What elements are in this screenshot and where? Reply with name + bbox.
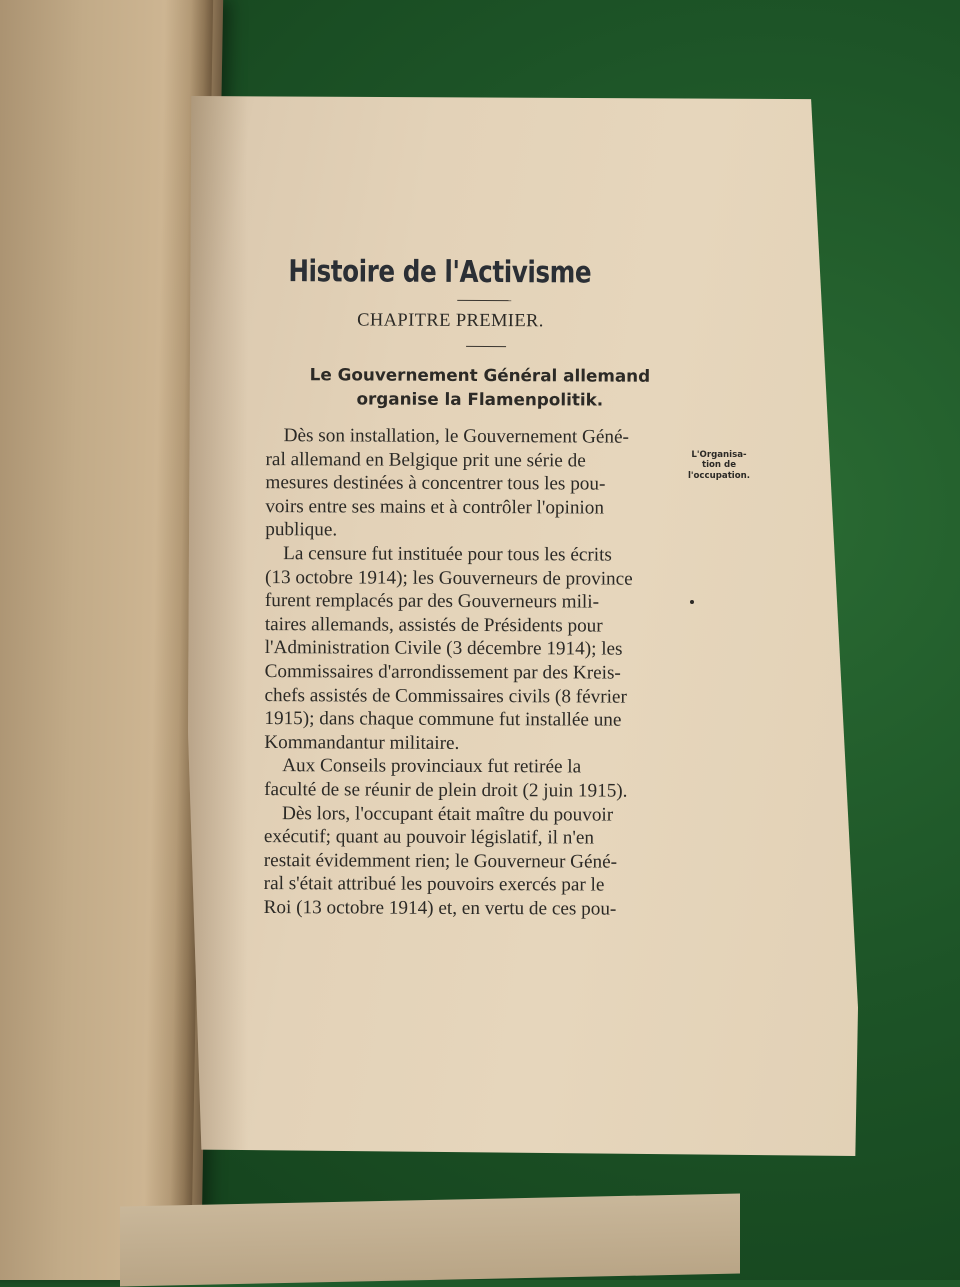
- text-line: La censure fut instituée pour tous les écrits: [283, 543, 612, 566]
- text-line: chefs assistés de Commissaires civils (8 février: [264, 684, 627, 708]
- text-line: 1915); dans chaque commune fut installée une: [264, 708, 622, 731]
- body-text: [264, 424, 684, 921]
- text-line: Aux Conseils provinciaux fut retirée la: [282, 755, 582, 778]
- margin-note: [678, 450, 760, 481]
- section-heading: [290, 362, 670, 412]
- text-line: restait évidemment rien; le Gouverneur Géné-: [263, 849, 618, 873]
- ink-dot: [690, 600, 694, 604]
- text-line: furent remplacés par des Gouverneurs mili-: [264, 590, 600, 613]
- title-divider: [457, 300, 511, 301]
- text-line: Kommandantur militaire.: [264, 731, 460, 754]
- text-line: taires allemands, assistés de Présidents pour: [264, 613, 603, 637]
- chapter-label: CHAPITRE PREMIER.: [357, 310, 544, 332]
- margin-note-line-1: L'Organisa-: [691, 450, 747, 460]
- text-line: ral s'était attribué les pouvoirs exercés par le: [263, 873, 605, 896]
- margin-note-line-2: tion de: [701, 460, 737, 471]
- text-line: l'Administration Civile (3 décembre 1914); les: [264, 637, 623, 660]
- page-content: [264, 254, 697, 921]
- section-heading-line-2: organise la Flamenpolitik.: [356, 388, 604, 410]
- text-line: voirs entre ses mains et à contrôler l'opinion: [265, 495, 605, 519]
- text-line: ral allemand en Belgique prit une série de: [265, 448, 586, 472]
- page-title: Histoire de l'Activisme: [288, 254, 592, 291]
- text-line: Roi (13 octobre 1914) et, en vertu de ces pou-: [263, 896, 617, 920]
- text-line: Commissaires d'arrondissement par des Kreis-: [264, 660, 621, 684]
- text-line: Dès lors, l'occupant était maître du pouvoir: [281, 802, 614, 826]
- text-line: publique.: [265, 519, 338, 541]
- text-line: mesures destinées à concentrer tous les pou-: [265, 472, 606, 495]
- text-line: Dès son installation, le Gouvernement Géné-: [283, 425, 630, 448]
- text-line: (13 octobre 1914); les Gouverneurs de province: [264, 566, 633, 590]
- section-heading-line-1: Le Gouvernement Général allemand: [309, 364, 651, 386]
- text-line: faculté de se réunir de plein droit (2 juin 1915).: [264, 778, 628, 802]
- text-line: exécutif; quant au pouvoir législatif, il n'en: [263, 826, 595, 849]
- margin-note-line-3: l'occupation.: [687, 470, 751, 481]
- chapter-divider: [466, 346, 506, 347]
- cover-edge: [120, 1194, 740, 1287]
